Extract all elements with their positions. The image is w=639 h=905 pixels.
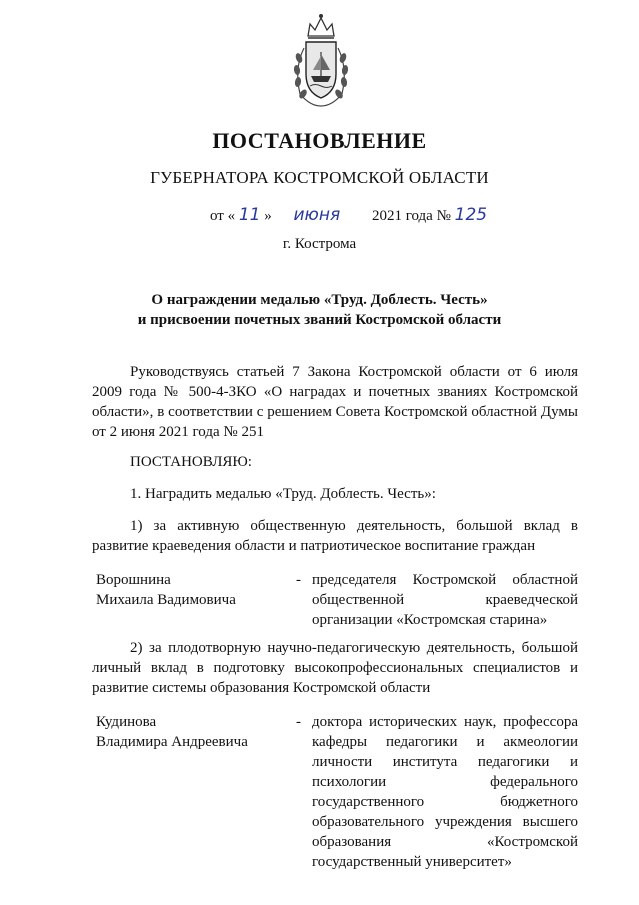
city: г. Кострома xyxy=(282,236,357,252)
document-title: ПОСТАНОВЛЕНИЕ xyxy=(212,128,427,153)
subitem-2: 2) за плодотворную научно-педагогическую деятельность, большой личный вклад в подготовку высокопрофессиональных специалистов и развитие системы образования Костромской области xyxy=(92,640,578,696)
decree-word: ПОСТАНОВЛЯЮ: xyxy=(130,454,252,470)
document-heading xyxy=(0,290,639,330)
subitem-1: 1) за активную общественную деятельность, большой вклад в развитие краеведения области и патриотическое воспитание граждан xyxy=(92,518,578,554)
handwritten-month: июня xyxy=(293,205,341,225)
person-1-surname: Ворошнина xyxy=(96,572,171,588)
date-year: 2021 года № xyxy=(371,208,451,224)
person-1-description: председателя Костромской областной общественной краеведческой организации «Костромская старина» xyxy=(312,572,578,628)
person-2-surname: Кудинова xyxy=(96,714,157,730)
person-2-dash: - xyxy=(296,714,301,730)
coat-of-arms-emblem xyxy=(290,8,352,110)
date-line xyxy=(210,205,487,225)
issuer-title: ГУБЕРНАТОРА КОСТРОМСКОЙ ОБЛАСТИ xyxy=(150,168,489,187)
heading-line-2: и присвоении почетных званий Костромской области xyxy=(137,312,502,328)
heading-line-1: О награждении медалью «Труд. Доблесть. Честь» xyxy=(151,292,488,308)
date-mid: » xyxy=(264,208,272,224)
preamble-paragraph: Руководствуясь статьей 7 Закона Костромской области от 6 июля 2009 года № 500-4-ЗКО «О наградах и почетных званиях Костромской области», в соответствии с решением Совета Костромской областной Думы от 2 июня 2021 года № 251 xyxy=(92,364,578,440)
person-1-dash: - xyxy=(296,572,301,588)
handwritten-number: 125 xyxy=(454,205,488,225)
person-1-given: Михаила Вадимовича xyxy=(96,592,236,608)
handwritten-day: 11 xyxy=(238,205,261,225)
item-1: 1. Наградить медалью «Труд. Доблесть. Честь»: xyxy=(130,486,436,502)
person-1-name xyxy=(96,570,286,610)
person-2-description: доктора исторических наук, профессора кафедры педагогики и акмеологии личности института педагогики и психологии федерального государственного бюджетного образовательного учреждения высшего образования «Костромской государственный университет» xyxy=(312,714,578,870)
person-2-given: Владимира Андреевича xyxy=(96,734,248,750)
person-2-name xyxy=(96,712,286,752)
date-prefix: от « xyxy=(210,208,236,224)
